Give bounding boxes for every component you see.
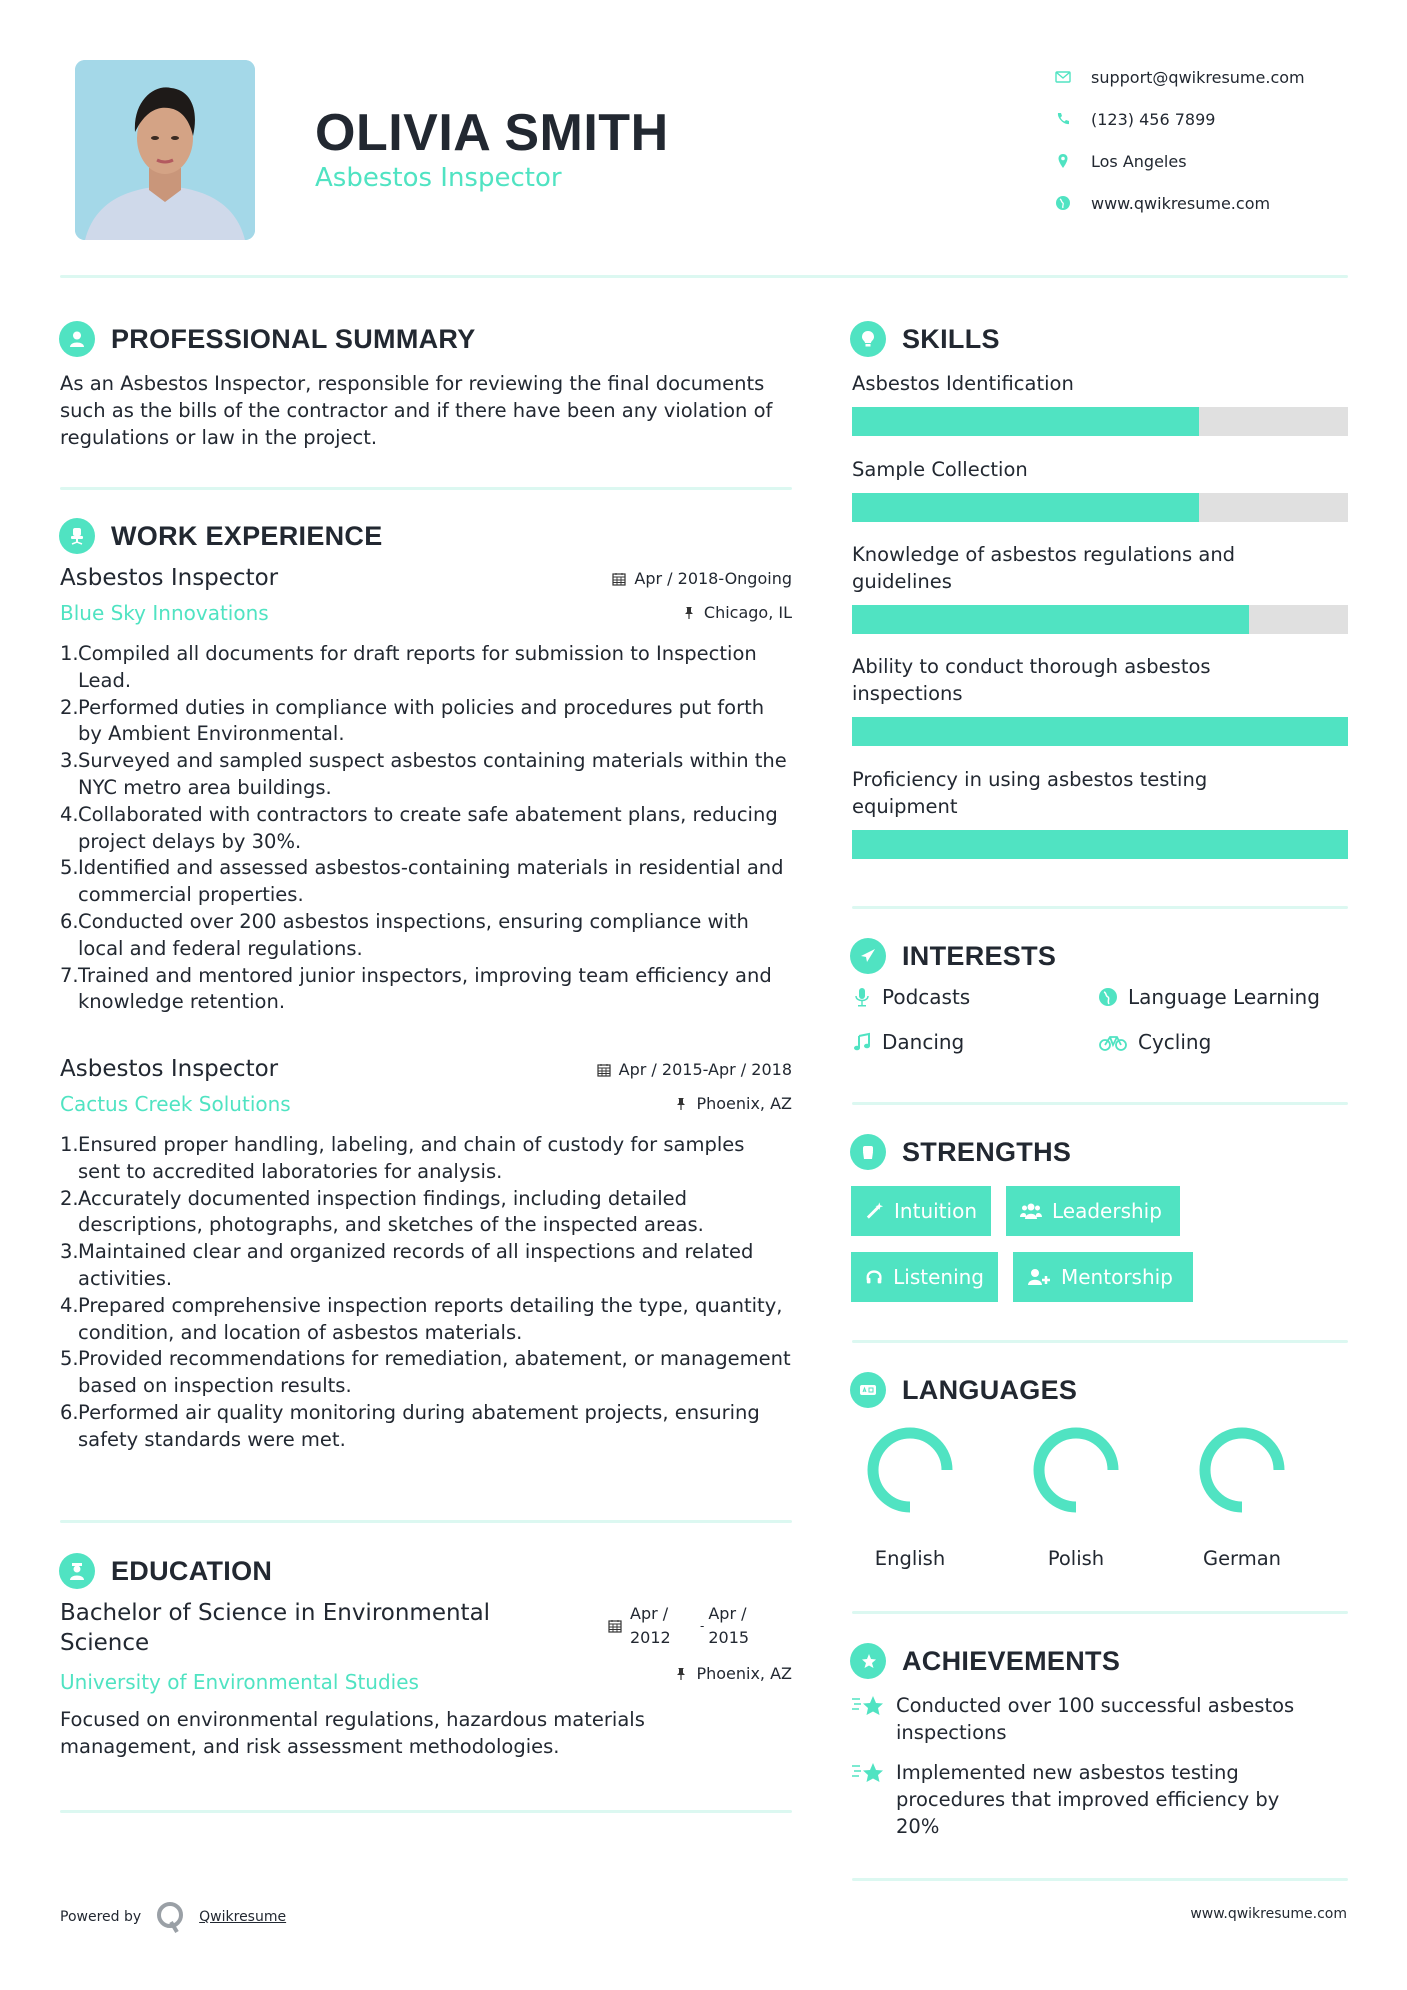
skill-item xyxy=(852,653,1348,746)
bicycle-icon xyxy=(1098,1032,1128,1052)
skill-item xyxy=(852,456,1348,522)
interests-divider xyxy=(852,1102,1348,1105)
skill-label: Sample Collection xyxy=(852,458,1028,481)
interests-heading xyxy=(850,938,1056,974)
interest-label: Language Learning xyxy=(1128,985,1320,1009)
job-title: Asbestos Inspector xyxy=(60,565,279,591)
contact-email[interactable] xyxy=(1055,56,1305,98)
music-note-icon xyxy=(852,1032,872,1052)
achievement-text: Conducted over 100 successful asbestos inspections xyxy=(896,1694,1295,1744)
skill-label: Proficiency in using asbestos testing equipment xyxy=(852,768,1208,818)
skills-heading xyxy=(850,321,1000,357)
lightbulb-icon xyxy=(850,321,886,357)
map-pin-icon xyxy=(1055,153,1091,169)
education-title: EDUCATION xyxy=(111,1555,273,1586)
strengths-heading xyxy=(850,1134,1071,1170)
interest-item xyxy=(1098,985,1320,1009)
interest-item xyxy=(1098,1030,1211,1054)
responsibility-item: 6.Conducted over 200 asbestos inspections, ensuring compliance with local and federal regulations. xyxy=(60,909,749,960)
job-company: Blue Sky Innovations xyxy=(60,601,269,625)
work-title: WORK EXPERIENCE xyxy=(111,520,383,551)
candidate-name: OLIVIA SMITH xyxy=(315,104,669,162)
job-entry xyxy=(60,565,792,1016)
job-date-text: Apr / 2015-Apr / 2018 xyxy=(618,1060,792,1079)
profile-photo xyxy=(75,60,255,240)
education-start: Apr / 2012 xyxy=(630,1604,671,1647)
strength-label: Leadership xyxy=(1052,1199,1162,1223)
strength-label: Intuition xyxy=(894,1199,977,1223)
magic-wand-icon xyxy=(865,1201,884,1221)
summary-text: As an Asbestos Inspector, responsible for reviewing the final documents such as the bills of the contractor and if there have been any violation of regulations or law in the project. xyxy=(60,372,773,449)
achievements-title: ACHIEVEMENTS xyxy=(902,1645,1121,1676)
globe-icon xyxy=(1055,195,1091,211)
shooting-star-icon xyxy=(852,1694,886,1720)
pushpin-icon xyxy=(674,1667,688,1681)
language-item xyxy=(1187,1425,1297,1570)
responsibility-item: 3.Surveyed and sampled suspect asbestos containing materials within the NYC metro area buildings. xyxy=(60,749,787,799)
shooting-star-icon xyxy=(852,1761,886,1787)
contact-list xyxy=(1055,56,1305,224)
skill-bar xyxy=(852,605,1348,634)
strength-label: Listening xyxy=(893,1265,984,1289)
languages-title: LANGUAGES xyxy=(902,1374,1078,1405)
star-badge-icon xyxy=(850,1643,886,1679)
calendar-icon xyxy=(597,1063,611,1077)
date-separator: - xyxy=(700,1619,705,1633)
responsibility-item: 4.Prepared comprehensive inspection reports detailing the type, quantity, condition, and location of asbestos materials. xyxy=(60,1293,783,1344)
strength-tag xyxy=(851,1252,998,1302)
skill-fill xyxy=(852,830,1348,859)
skill-fill xyxy=(852,493,1199,522)
headphones-icon xyxy=(865,1267,883,1287)
strength-label: Mentorship xyxy=(1061,1265,1173,1289)
contact-phone-text: (123) 456 7899 xyxy=(1091,109,1216,129)
responsibility-item: 6.Performed air quality monitoring during abatement projects, ensuring safety standards were met. xyxy=(60,1400,760,1451)
interest-item xyxy=(852,985,970,1009)
skill-bar xyxy=(852,717,1348,746)
strength-tag xyxy=(851,1186,991,1236)
education-divider xyxy=(60,1810,792,1813)
responsibility-item: 1.Compiled all documents for draft reports for submission to Inspection Lead. xyxy=(60,642,757,692)
education-end: Apr / 2015 xyxy=(708,1604,750,1647)
contact-location-text: Los Angeles xyxy=(1091,151,1187,171)
users-icon xyxy=(1020,1201,1042,1221)
strengths-title: STRENGTHS xyxy=(902,1136,1072,1167)
work-divider xyxy=(60,1520,792,1523)
language-item xyxy=(855,1425,965,1570)
skill-label: Knowledge of asbestos regulations and guidelines xyxy=(852,543,1236,593)
language-label: Polish xyxy=(1047,1547,1105,1570)
microphone-icon xyxy=(852,987,872,1007)
job-date xyxy=(597,1060,792,1079)
languages-heading xyxy=(850,1372,1077,1408)
languages-divider xyxy=(852,1611,1348,1614)
graduate-icon xyxy=(59,1553,95,1589)
education-location xyxy=(674,1664,792,1683)
summary-divider xyxy=(60,487,792,490)
responsibility-item: 3.Maintained clear and organized records of all inspections and related activities. xyxy=(60,1240,754,1290)
education-dates xyxy=(608,1602,756,1650)
education-heading xyxy=(59,1553,272,1589)
strengths-divider xyxy=(852,1340,1348,1343)
skill-item xyxy=(852,541,1348,634)
footer-website-link[interactable]: www.qwikresume.com xyxy=(1190,1906,1347,1922)
translate-icon xyxy=(850,1372,886,1408)
contact-website-text: www.qwikresume.com xyxy=(1091,193,1271,213)
contact-website[interactable] xyxy=(1055,182,1305,224)
interest-item xyxy=(852,1030,964,1054)
user-icon xyxy=(59,321,95,357)
job-location-text: Chicago, IL xyxy=(703,603,792,622)
responsibility-item: 2.Performed duties in compliance with policies and procedures put forth by Ambient Environmental. xyxy=(60,695,765,746)
pushpin-icon xyxy=(674,1097,688,1111)
skill-label: Asbestos Identification xyxy=(852,372,1074,395)
responsibility-item: 1.Ensured proper handling, labeling, and chain of custody for samples sent to accredited laboratories for analysis. xyxy=(60,1133,745,1183)
achievement-item xyxy=(852,1692,1322,1746)
job-location xyxy=(682,603,792,622)
pushpin-icon xyxy=(682,606,696,620)
skill-bar xyxy=(852,493,1348,522)
skill-item xyxy=(852,370,1348,436)
skills-divider xyxy=(852,906,1348,909)
job-title: Asbestos Inspector xyxy=(60,1056,279,1082)
achievement-text: Implemented new asbestos testing procedures that improved efficiency by 20% xyxy=(896,1761,1280,1838)
envelope-icon xyxy=(1055,69,1091,85)
qwikresume-link[interactable]: Qwikresume xyxy=(199,1909,287,1925)
skill-label: Ability to conduct thorough asbestos inspections xyxy=(852,655,1211,705)
strength-tag xyxy=(1006,1186,1180,1236)
office-chair-icon xyxy=(59,518,95,554)
language-ring xyxy=(1197,1425,1287,1515)
job-responsibilities xyxy=(60,641,792,1016)
language-label: English xyxy=(874,1547,946,1570)
skill-fill xyxy=(852,717,1348,746)
degree-title: Bachelor of Science in Environmental Science xyxy=(60,1600,491,1656)
skill-item xyxy=(852,766,1348,859)
summary-heading xyxy=(59,321,476,357)
education-location-text: Phoenix, AZ xyxy=(696,1664,792,1683)
job-company: Cactus Creek Solutions xyxy=(60,1092,291,1116)
interest-label: Podcasts xyxy=(882,985,971,1009)
achievement-item xyxy=(852,1759,1322,1840)
avatar-illustration xyxy=(75,60,255,240)
skill-fill xyxy=(852,407,1199,436)
footer-powered-by xyxy=(60,1900,286,1934)
achievements-divider xyxy=(852,1878,1348,1881)
achievements-heading xyxy=(850,1643,1120,1679)
responsibility-item: 7.Trained and mentored junior inspectors, improving team efficiency and knowledge retention. xyxy=(60,963,772,1014)
job-date xyxy=(612,569,792,588)
job-location xyxy=(674,1094,792,1113)
skills-title: SKILLS xyxy=(902,323,1000,354)
fist-icon xyxy=(850,1134,886,1170)
phone-icon xyxy=(1055,111,1091,127)
interest-label: Cycling xyxy=(1138,1030,1212,1054)
language-item xyxy=(1021,1425,1131,1570)
school-name: University of Environmental Studies xyxy=(60,1670,419,1694)
responsibility-item: 2.Accurately documented inspection findings, including detailed descriptions, photographs, and sketches of the inspected areas. xyxy=(60,1186,704,1237)
skill-bar xyxy=(852,830,1348,859)
calendar-icon xyxy=(612,572,626,586)
globe-icon xyxy=(1098,987,1118,1007)
contact-location xyxy=(1055,140,1305,182)
skill-bar xyxy=(852,407,1348,436)
education-entry xyxy=(60,1598,792,1760)
responsibility-item: 4.Collaborated with contractors to create safe abatement plans, reducing project delays by 30%. xyxy=(60,802,778,853)
job-location-text: Phoenix, AZ xyxy=(696,1094,792,1113)
education-description: Focused on environmental regulations, hazardous materials management, and risk assessment methodologies. xyxy=(60,1708,645,1758)
interest-label: Dancing xyxy=(882,1030,965,1054)
work-heading xyxy=(59,518,383,554)
job-responsibilities xyxy=(60,1132,792,1454)
strength-tag xyxy=(1013,1252,1193,1302)
responsibility-item: 5.Provided recommendations for remediation, abatement, or management based on inspection results. xyxy=(60,1347,791,1398)
language-ring xyxy=(1031,1425,1121,1515)
qwikresume-logo-icon xyxy=(155,1900,185,1934)
powered-by-label: Powered by xyxy=(60,1909,142,1925)
candidate-role: Asbestos Inspector xyxy=(315,163,562,193)
interests-title: INTERESTS xyxy=(902,940,1057,971)
language-ring xyxy=(865,1425,955,1515)
calendar-icon xyxy=(608,1619,622,1633)
summary-title: PROFESSIONAL SUMMARY xyxy=(111,323,476,354)
language-label: German xyxy=(1202,1547,1282,1570)
contact-email-text: support@qwikresume.com xyxy=(1091,67,1305,87)
contact-phone[interactable] xyxy=(1055,98,1305,140)
user-plus-icon xyxy=(1027,1267,1051,1287)
skill-fill xyxy=(852,605,1249,634)
responsibility-item: 5.Identified and assessed asbestos-containing materials in residential and commercial properties. xyxy=(60,856,784,907)
job-date-text: Apr / 2018-Ongoing xyxy=(634,569,792,588)
job-entry xyxy=(60,1056,792,1454)
header-divider xyxy=(60,275,1348,278)
paper-plane-icon xyxy=(850,938,886,974)
